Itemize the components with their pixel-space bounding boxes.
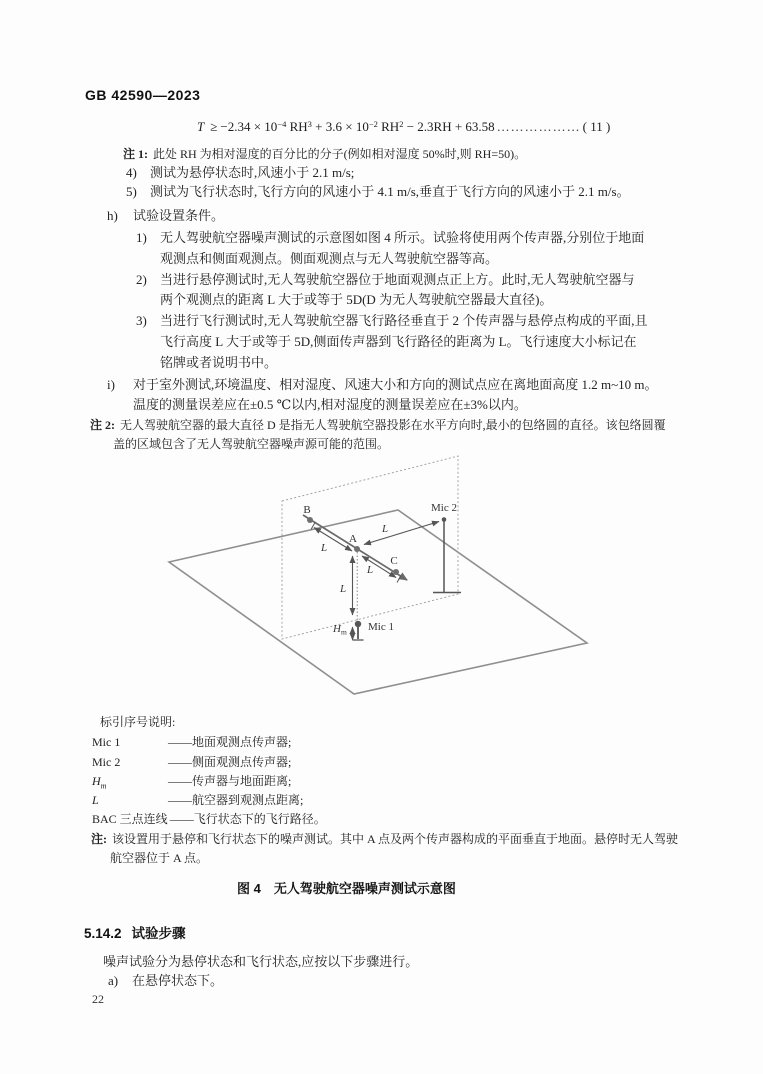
section-number: 5.14.2 <box>84 926 122 941</box>
label-l-side: L <box>381 523 389 535</box>
legend-term <box>92 774 168 793</box>
item-text: 在悬停状态下。 <box>132 973 224 988</box>
formula-exponent: 2 <box>399 119 404 129</box>
item-number: 3) <box>136 313 147 328</box>
legend-dash: —— <box>168 735 192 749</box>
label-l-ac: L <box>366 564 374 576</box>
legend-term-sub: m <box>100 781 107 791</box>
list-item-i-line2: 温度的测量误差应在±0.5 ℃以内,相对湿度的测量误差应在±3%以内。 <box>133 397 527 412</box>
legend-term-text: BAC 三点连线 <box>92 812 168 826</box>
item-text: 对于室外测试,环境温度、相对湿度、风速大小和方向的测试点应在离地面高度 1.2 m~10 m。 <box>133 377 658 392</box>
list-item-3-line2: 飞行高度 L 大于或等于 5D,侧面传声器到飞行路径的距离为 L。飞行速度大小标记在 <box>160 334 637 349</box>
item-text: 测试为飞行状态时,飞行方向的风速小于 4.1 m/s,垂直于飞行方向的风速小于 2.1 m/s。 <box>150 184 630 199</box>
formula-11 <box>197 119 610 135</box>
label-a: A <box>349 533 357 545</box>
note-1-label: 注 1: <box>123 147 148 161</box>
legend-dash: —— <box>169 812 194 826</box>
item-text: 当进行飞行测试时,无人驾驶航空器飞行路径垂直于 2 个传声器与悬停点构成的平面,且 <box>160 313 648 328</box>
legend-term <box>92 812 168 831</box>
list-item-4 <box>126 165 354 180</box>
formula-part: − 2.3RH + 63.58 <box>403 119 495 134</box>
item-number: i) <box>107 377 115 392</box>
figure-note-text: 该设置用于悬停和飞行状态下的噪声测试。其中 A 点及两个传声器构成的平面垂直于地面。悬停时无人驾驶 <box>112 832 679 846</box>
legend-desc: 地面观测点传声器; <box>192 735 292 749</box>
list-item-3-line3: 铭牌或者说明书中。 <box>160 355 278 370</box>
legend-term <box>92 793 168 812</box>
label-hm-main: H <box>333 623 341 635</box>
legend-row-hm <box>92 774 291 793</box>
list-item-1-line2: 观测点和侧面观测点。侧面观测点与无人驾驶航空器等高。 <box>160 251 499 266</box>
tick-c <box>397 576 401 583</box>
legend-term-text: Mic 2 <box>92 755 121 769</box>
list-item-1 <box>136 230 644 245</box>
legend-desc: 飞行状态下的飞行路径。 <box>193 812 326 826</box>
section-title: 试验步骤 <box>131 926 186 941</box>
label-c: C <box>390 555 398 567</box>
list-item-3 <box>136 313 648 328</box>
note-2-text: 无人驾驶航空器的最大直径 D 是指无人驾驶航空器投影在水平方向时,最小的包络圆的直径。该包络圆覆 <box>120 418 666 432</box>
ground-plane <box>169 510 587 694</box>
item-number: 1) <box>136 230 147 245</box>
formula-relation: ≥ <box>210 119 218 134</box>
label-b: B <box>303 504 311 516</box>
vertical-plane-dotted <box>282 456 458 639</box>
legend-row-mic2 <box>92 755 291 774</box>
figure-note-line2: 航空器位于 A 点。 <box>110 851 209 865</box>
legend-dash: —— <box>168 774 192 788</box>
measure-a-mic2 <box>364 522 439 545</box>
label-hm-sub: m <box>340 627 347 637</box>
legend-term <box>92 735 168 754</box>
point-c <box>393 569 399 575</box>
legend-term <box>92 755 168 774</box>
note-2 <box>90 418 666 432</box>
label-mic2: Mic 2 <box>431 502 457 514</box>
item-number: h) <box>107 208 118 223</box>
formula-exponent: −2 <box>368 119 378 129</box>
legend-dash: —— <box>168 755 192 769</box>
note-1 <box>123 147 526 161</box>
legend-row-bac <box>92 812 326 831</box>
formula-part: + 3.6 × 10 <box>311 119 369 134</box>
item-text: 当进行悬停测试时,无人驾驶航空器位于地面观测点正上方。此时,无人驾驶航空器与 <box>160 272 635 287</box>
list-item-h <box>107 208 224 223</box>
page-number: 22 <box>92 992 104 1006</box>
list-item-5 <box>126 184 630 199</box>
item-number: 2) <box>136 272 147 287</box>
list-item-2 <box>136 272 635 287</box>
item-text: 测试为悬停状态时,风速小于 2.1 m/s; <box>150 165 355 180</box>
point-a <box>354 546 360 552</box>
item-number: a) <box>108 973 119 988</box>
note-2-line2: 盖的区域包含了无人驾驶航空器噪声源可能的范围。 <box>113 437 390 451</box>
item-number: 5) <box>126 184 137 199</box>
measure-b-a <box>314 528 352 552</box>
note-2-label: 注 2: <box>90 418 115 432</box>
formula-part: RH <box>286 119 308 134</box>
document-code: GB 42590—2023 <box>85 87 201 103</box>
figure-note <box>91 832 678 846</box>
point-b <box>307 517 313 523</box>
formula-leader-dots: ……………… <box>496 119 581 134</box>
legend-desc: 侧面观测点传声器; <box>192 755 292 769</box>
legend-term-text: L <box>92 793 99 807</box>
legend-term-text: Mic 1 <box>92 735 121 749</box>
mic1-head <box>355 621 361 627</box>
list-item-i <box>107 377 658 392</box>
legend-row-l <box>92 793 303 812</box>
legend-dash: —— <box>168 793 192 807</box>
legend-term-text: H <box>92 774 101 788</box>
label-hm <box>332 623 347 637</box>
formula-exponent: 3 <box>307 119 312 129</box>
legend-desc: 航空器到观测点距离; <box>192 793 304 807</box>
paragraph: 噪声试验分为悬停状态和飞行状态,应按以下步骤进行。 <box>103 954 419 969</box>
item-number: 4) <box>126 165 137 180</box>
label-l-vert: L <box>339 583 347 595</box>
formula-number: ( 11 ) <box>582 119 611 134</box>
section-heading <box>84 922 186 942</box>
figure-4-caption: 图 4 无人驾驶航空器噪声测试示意图 <box>237 881 456 896</box>
label-l-ba: L <box>320 542 328 554</box>
item-text: 无人驾驶航空器噪声测试的示意图如图 4 所示。试验将使用两个传声器,分别位于地面 <box>160 230 645 245</box>
legend-title: 标引序号说明: <box>100 715 176 729</box>
item-text: 试验设置条件。 <box>133 208 225 223</box>
figure-4-diagram <box>160 450 605 700</box>
formula-part: −2.34 × 10 <box>220 119 278 134</box>
label-mic1: Mic 1 <box>368 621 394 633</box>
formula-lhs: T <box>197 119 205 134</box>
formula-exponent: −4 <box>277 119 287 129</box>
list-item-2-line2: 两个观测点的距离 L 大于或等于 5D(D 为无人驾驶航空器最大直径)。 <box>160 292 553 307</box>
legend-desc: 传声器与地面距离; <box>192 774 292 788</box>
note-1-text: 此处 RH 为相对湿度的百分比的分子(例如相对湿度 50%时,则 RH=50)。 <box>153 147 527 161</box>
mic2-head <box>442 517 447 522</box>
list-item-a <box>108 973 223 988</box>
formula-part: RH <box>377 119 400 134</box>
legend-row-mic1 <box>92 735 291 754</box>
figure-note-label: 注: <box>91 832 107 846</box>
